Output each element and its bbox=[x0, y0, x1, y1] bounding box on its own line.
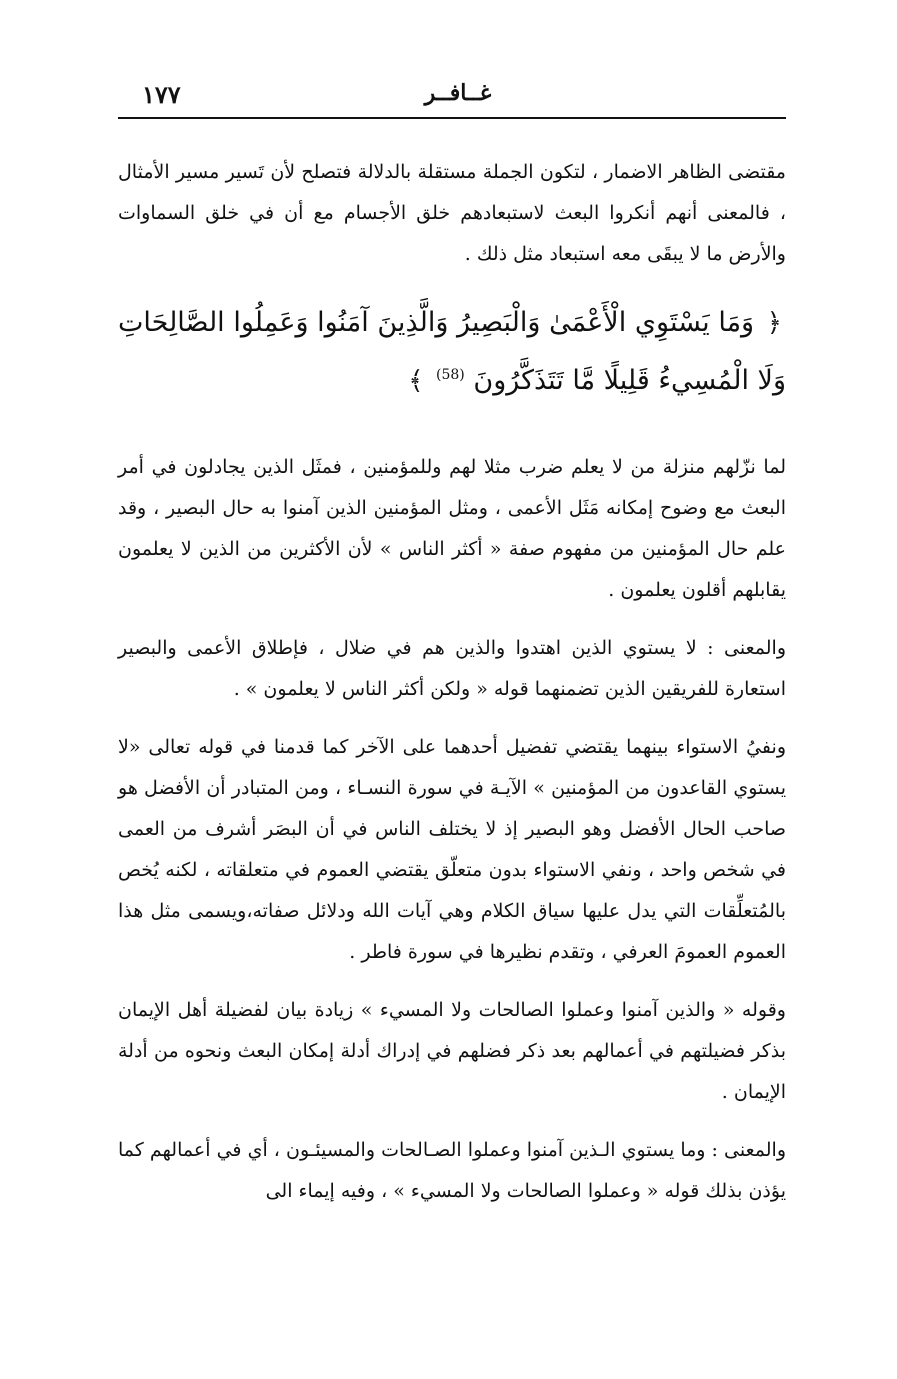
commentary-paragraph: ونفيُ الاستواء بينهما يقتضي تفضيل أحدهما على الآخر كما قدمنا في قوله تعالى «لا يستوي القاعدون من المؤمنين » الآيـة في سورة النسـاء ، ومن المتبادر أن الأفضل هو صاحب الحال الأفضل وهو البصير إذ لا يختلف الناس في أن البصَر أشرف من العمى في شخص واحد ، ونفي الاستواء بدون متعلّق يقتضي العموم في متعلقاته ، لكنه يُخص بالمُتعلِّقات التي يدل عليها سياق الكلام وهي آيات الله ودلائل صفاته،ويسمى مثل هذا العموم العمومَ العرفي ، وتقدم نظيرها في سورة فاطر . bbox=[118, 736, 786, 963]
verse-close-bracket: ﴾ bbox=[408, 366, 424, 396]
intro-paragraph: مقتضى الظاهر الاضمار ، لتكون الجملة مستقلة بالدلالة فتصلح لأن تَسير مسير الأمثال ، فالمعنى أنهم أنكروا البعث لاستبعادهم خلق الأجسام مع أن في خلق السماوات والأرض ما لا يبقَى معه استبعاد مثل ذلك . bbox=[118, 161, 786, 265]
commentary-paragraph: والمعنى : لا يستوي الذين اهتدوا والذين هم في ضلال ، فإطلاق الأعمى والبصير استعارة للفريقين الذين تضمنهما قوله « ولكن أكثر الناس لا يعلمون » . bbox=[118, 637, 786, 700]
verse-number: (58) bbox=[436, 367, 465, 383]
quran-verse bbox=[118, 297, 786, 407]
verse-text: وَمَا يَسْتَوِي الْأَعْمَىٰ وَالْبَصِيرُ وَالَّذِينَ آمَنُوا وَعَمِلُوا الصَّالِحَاتِ وَلَا الْمُسِيءُ قَلِيلًا مَّا تَتَذَكَّرُونَ bbox=[118, 307, 786, 396]
commentary-paragraph: لما نزّلهم منزلة من لا يعلم ضرب مثلا لهم وللمؤمنين ، فمثَل الذين يجادلون في أمر البعث مع وضوح إمكانه مَثَل الأعمى ، ومثل المؤمنين الذين آمنوا به حال البصير ، وقد علم حال المؤمنين من مفهوم صفة « أكثر الناس » لأن الأكثرين من الذين لا يعلمون يقابلهم أقلون يعلمون . bbox=[118, 456, 786, 601]
header-rule bbox=[118, 117, 786, 119]
page-header bbox=[118, 80, 786, 120]
commentary-paragraph: والمعنى : وما يستوي الـذين آمنوا وعملوا الصـالحات والمسيئـون ، أي في أعمالهم كما يؤذن بذلك قوله « وعملوا الصالحات ولا المسيء » ، وفيه إيماء الى bbox=[118, 1139, 786, 1202]
page-body bbox=[118, 152, 786, 1222]
commentary-paragraph: وقوله « والذين آمنوا وعملوا الصالحات ولا المسيء » زيادة بيان لفضيلة أهل الإيمان بذكر فضيلتهم في أعمالهم بعد ذكر فضلهم في إدراك أدلة إمكان البعث ونحوه من أدلة الإيمان . bbox=[118, 999, 786, 1103]
surah-title: غــافــر bbox=[424, 80, 492, 106]
verse-open-bracket: ﴿ bbox=[766, 308, 782, 338]
page-number: ١٧٧ bbox=[142, 80, 181, 109]
